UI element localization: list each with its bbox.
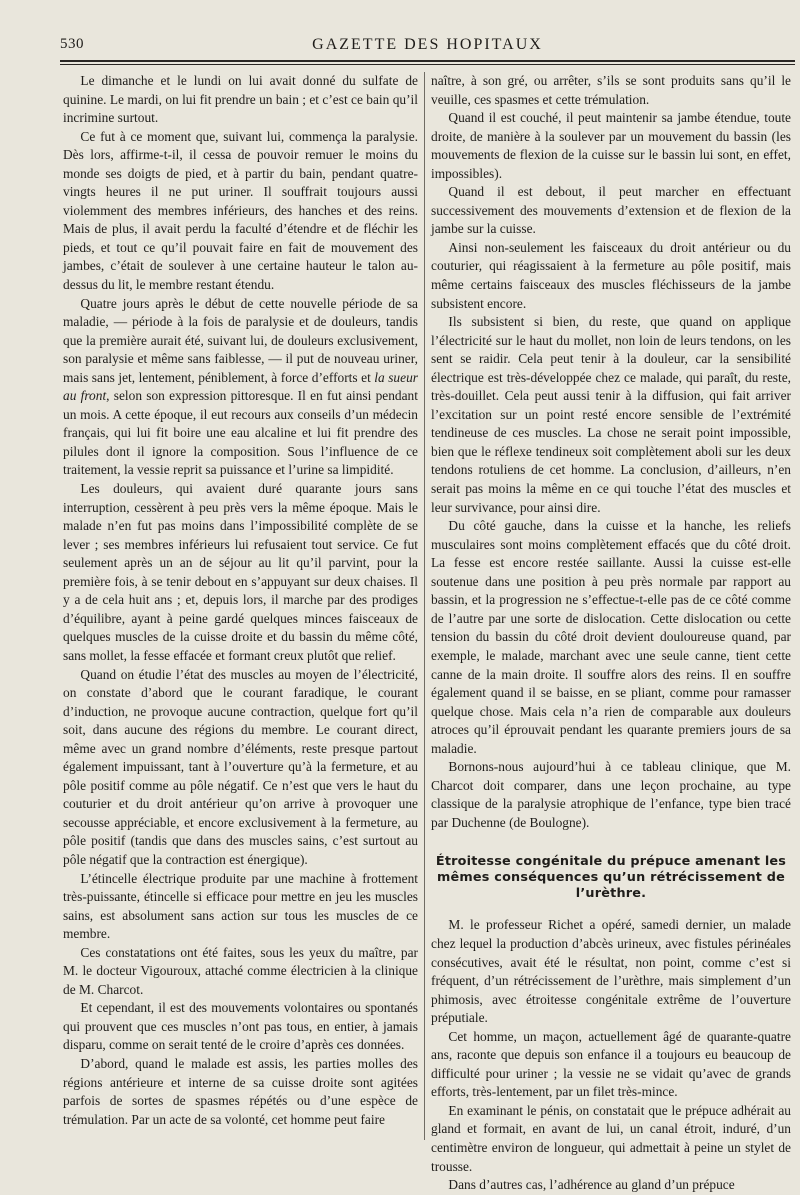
paragraph: Ainsi non-seulement les faisceaux du droit antérieur ou du couturier, qui réagissaient à la fermeture au pôle positif, mais même certains faisceaux des muscles fléchisseurs de la jambe subsistent encore. bbox=[431, 239, 791, 311]
section-heading: Étroitesse congénitale du prépuce amenant les mêmes conséquences qu’un rétrécissement de l’urèthre. bbox=[435, 854, 787, 902]
paragraph: Du côté gauche, dans la cuisse et la hanche, les reliefs musculaires sont moins complètement effacés que du côté droit. La fesse est encore restée saillante. Aussi la cuisse est-elle soutenue dans une position à peu près normale par rapport au bassin, et la progression ne s’effectue-t-elle pas de ce côté comme de l’autre par une sorte de dislocation. Cette dislocation ou cette tension du bassin du côté droit devient douloureuse quand, par exemple, le malade, marchant avec une seule canne, tient cette canne de la main droite. Il souffre alors des reins. Il en souffre également quand il se baisse, en se pliant, comme pour ramasser quelque chose. Mais cela n’a rien de comparable aux douleurs atroces qu’il éprouvait pendant les quarante premiers jours de sa maladie. bbox=[431, 518, 791, 756]
paragraph: Quand il est couché, il peut maintenir sa jambe étendue, toute droite, de manière à la soulever par un mouvement du bassin (les mouvements de flexion de la cuisse sur le bassin lui sont, en effet, impossibles). bbox=[431, 110, 791, 181]
paragraph: Quand on étudie l’état des muscles au moyen de l’électricité, on constate d’abord que le courant faradique, le courant d’induction, ne provoque aucune contraction, quelque fort qu’il soit, dans aucune des régions du membre. Le courant direct, même avec un grand nombre d’éléments, reste presque partout également impuissant, tant à l’ouverture qu’à la fermeture, et au pôle positif comme au pôle négatif. Ce n’est que vers le haut du couturier et du droit antérieur qu’on arrive à provoquer une secousse appréciable, et encore exclusivement à la fermeture, au pôle positif (tandis que dans des muscles sains, c’est surtout au pôle négatif que la contraction est énergique). bbox=[63, 666, 418, 867]
paragraph: M. le professeur Richet a opéré, samedi dernier, un malade chez lequel la production d’abcès urineux, avec fistules périnéales consécutives, avait été le résultat, non point, comme c’est si fréquent, d’un rétrécissement de l’urèthre, mais simplement d’un phimosis, avec étroitesse congénitale extrême de l’ouverture préputiale. bbox=[431, 917, 791, 1026]
italic-phrase: la sueur au front bbox=[63, 369, 418, 404]
page-number: 530 bbox=[60, 36, 84, 52]
paragraph-text: , selon son expression pittoresque. Il en fut ainsi pendant un mois. A cette époque, il eut recours aux conseils d’un médecin français, qui lui fit boire une eau alcaline et lui fit prendre des pilules dont il ignore la composition. Sous l’influence de ce traitement, la vessie reprit sa puissance et l’urine sa limpidité. bbox=[63, 388, 418, 478]
left-column bbox=[63, 72, 418, 1129]
paragraph: Cet homme, un maçon, actuellement âgé de quarante-quatre ans, raconte que depuis son enfance il a toujours eu beaucoup de difficulté pour uriner ; la vessie ne se vidait qu’avec de grands efforts, très-lentement, par un filet très-mince. bbox=[431, 1028, 791, 1100]
journal-title: GAZETTE DES HOPITAUX bbox=[312, 36, 543, 53]
paragraph: Ces constatations ont été faites, sous les yeux du maître, par M. le docteur Vigouroux, attaché comme électricien à la clinique de M. Charcot. bbox=[63, 944, 418, 997]
paragraph: Les douleurs, qui avaient duré quarante jours sans interruption, cessèrent à peu près vers la même époque. Mais le malade n’en fut pas moins dans l’impossibilité complète de se lever ; ses membres inférieurs lui refusaient tout service. Ce fut seulement après un an de séjour au lit qu’il parvint, pour la première fois, à se tenir debout en s’appuyant sur deux chaises. Il y a de cela huit ans ; et, depuis lors, il marche par des prodiges d’équilibre, ayant à peine gardé quelques minces faisceaux de quelques muscles de la cuisse droite et du bassin du même côté, sans mollet, la fesse effacée et formant creux plutôt que relief. bbox=[63, 481, 418, 663]
header-rule-thick bbox=[60, 60, 795, 62]
right-column bbox=[431, 72, 791, 1195]
paragraph: Ce fut à ce moment que, suivant lui, commença la paralysie. Dès lors, affirme-t-il, il cessa de pouvoir remuer le moins du monde ses doigts de pied, et à partir du bain, pendant quatre-vingts heures il ne put uriner. Il souffrait toujours aussi violemment des membres inférieurs, des hanches et des reins. Mais de plus, il avait perdu la faculté d’étendre et de fléchir les pieds, et tout ce qu’il pouvait faire en fait de mouvement des jambes, c’était de soulever à une certaine hauteur le talon au-dessus du lit, le membre restant étendu. bbox=[63, 128, 418, 293]
paragraph: L’étincelle électrique produite par une machine à frottement très-puissante, étincelle si efficace pour mettre en jeu les muscles sains, est absolument sans action sur tous les muscles de ce membre. bbox=[63, 870, 418, 942]
paragraph: En examinant le pénis, on constatait que le prépuce adhérait au gland et formait, en avant de lui, un canal étroit, induré, d’un centimètre environ de longueur, qui admettait à peine un stylet de trousse. bbox=[431, 1102, 791, 1174]
paragraph: Dans d’autres cas, l’adhérence au gland d’un prépuce bbox=[448, 1177, 735, 1193]
paragraph-text: Quatre jours après le début de cette nouvelle période de sa maladie, — période à la fois de paralysie et de douleurs, tandis que la première aurait été, suivant lui, de douleurs exclusivement, son paralysie et même sans faiblesse, — il put de nouveau uriner, mais sans jet, lentement, péniblement, à force d’efforts et bbox=[63, 295, 418, 385]
paragraph bbox=[63, 295, 418, 480]
column-divider bbox=[424, 72, 425, 1140]
paragraph-continuation: naître, à son gré, ou arrêter, s’ils se sont produits sans qu’il le veuille, ces spasmes et cette trémulation. bbox=[431, 73, 791, 107]
paragraph: Le dimanche et le lundi on lui avait donné du sulfate de quinine. Le mardi, on lui fit prendre un bain ; et c’est ce bain qu’il incrimine surtout. bbox=[63, 73, 418, 126]
paragraph: Quand il est debout, il peut marcher en effectuant successivement des mouvements d’extension et de flexion de la jambe sur la cuisse. bbox=[431, 184, 791, 237]
paragraph: D’abord, quand le malade est assis, les parties molles des régions antérieure et interne de sa cuisse droite sont agitées parfois de sortes de spasmes répétés ou d’une espèce de trémulation. Par un acte de sa volonté, cet homme peut faire bbox=[63, 1055, 418, 1127]
paragraph: Et cependant, il est des mouvements volontaires ou spontanés qui prouvent que ces muscles n’ont pas tous, en entier, à jamais disparu, comme on serait tenté de le croire d’après ces données. bbox=[63, 1000, 418, 1053]
page-header bbox=[60, 36, 795, 58]
paragraph: Ils subsistent si bien, du reste, que quand on applique l’électricité sur le haut du mollet, non loin de leurs tendons, on les sent se raidir. Cela peut tenir à la douleur, car la sensibilité électrique est très-développée chez ce malade, qui paraît, du reste, très-douillet. Cela peut aussi tenir à la diffusion, qui fait arriver l’excitation sur un point resté encore sensible de l’extrémité tendineuse de ces muscles. La chose ne serait point impossible, bien que le réflexe tendineux soit complètement aboli sur les deux tendons rotuliens de cet homme. La conclusion, d’ailleurs, n’en serait pas moins la même en ce qui touche l’état des muscles et leur survivance, pour ainsi dire. bbox=[431, 314, 791, 515]
header-rule-thin bbox=[60, 64, 795, 65]
paragraph: Bornons-nous aujourd’hui à ce tableau clinique, que M. Charcot doit comparer, dans une leçon prochaine, au type classique de la paralysie atrophique de l’enfance, type bien tracé par Duchenne (de Boulogne). bbox=[431, 759, 791, 830]
